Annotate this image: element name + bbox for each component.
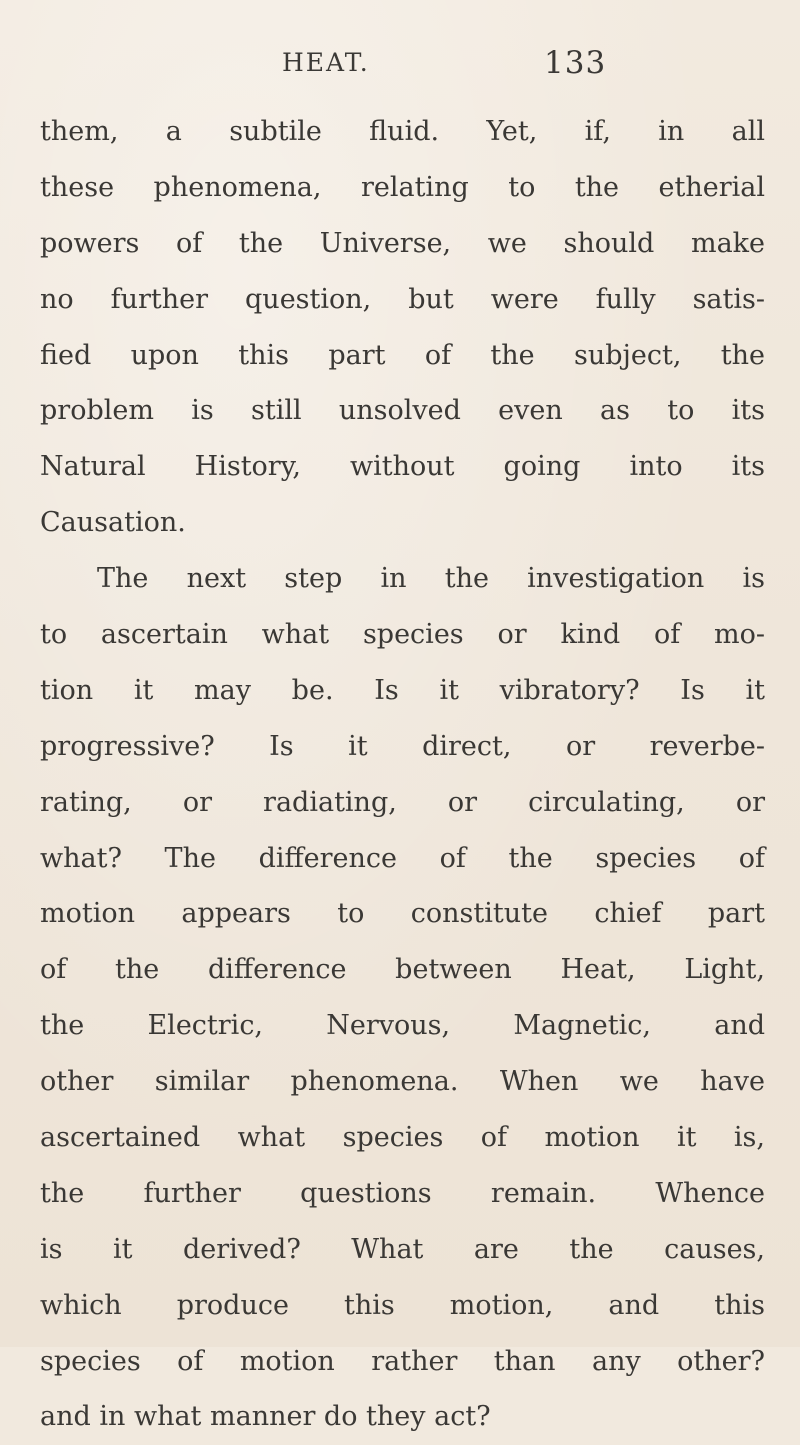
text-line: Natural History, without going into its xyxy=(40,451,765,483)
text-line: these phenomena, relating to the etherial xyxy=(40,171,765,203)
text-line: powers of the Universe, we should make xyxy=(40,227,765,259)
text-line: Causation. xyxy=(40,507,186,539)
text-line: rating, or radiating, or circulating, or xyxy=(40,786,765,818)
text-line: fied upon this part of the subject, the xyxy=(40,339,765,371)
text-line: of the difference between Heat, Light, xyxy=(40,954,765,986)
paragraph-1 xyxy=(40,104,765,551)
text-line: the further questions remain. Whence xyxy=(40,1177,765,1209)
page-number: 133 xyxy=(544,45,607,81)
text-line: them, a subtile fluid. Yet, if, in all xyxy=(40,116,765,147)
body-text xyxy=(40,104,765,1445)
text-line: ascertained what species of motion it is, xyxy=(40,1122,765,1154)
text-line: motion appears to constitute chief part xyxy=(40,898,765,930)
running-title: HEAT. xyxy=(282,48,370,77)
running-head xyxy=(0,45,800,88)
text-line: tion it may be. Is it vibratory? Is it xyxy=(40,674,765,706)
text-line: to ascertain what species or kind of mo- xyxy=(40,619,765,651)
text-line: what? The difference of the species of xyxy=(40,842,765,874)
text-line: no further question, but were fully satis- xyxy=(40,283,765,315)
text-line: other similar phenomena. When we have xyxy=(40,1066,765,1098)
text-line: species of motion rather than any other? xyxy=(40,1345,765,1377)
text-line: is it derived? What are the causes, xyxy=(40,1233,765,1265)
text-line: which produce this motion, and this xyxy=(40,1289,765,1321)
text-line: and in what manner do they act? xyxy=(40,1401,491,1433)
text-line: problem is still unsolved even as to its xyxy=(40,395,765,427)
text-line: The next step in the investigation is xyxy=(97,563,765,595)
text-line: the Electric, Nervous, Magnetic, and xyxy=(40,1010,765,1042)
paragraph-2 xyxy=(40,551,765,1445)
text-line: progressive? Is it direct, or reverbe- xyxy=(40,730,765,762)
